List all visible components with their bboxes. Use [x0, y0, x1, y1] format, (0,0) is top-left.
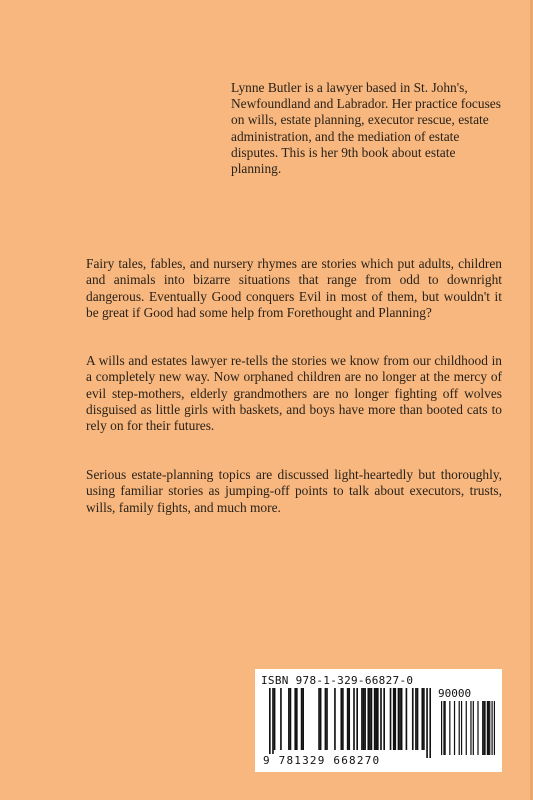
barcode-bar [380, 688, 382, 750]
barcode-bar [441, 701, 442, 755]
barcode-addon-bars [441, 701, 495, 763]
barcode-bar [280, 688, 282, 750]
barcode-bar [290, 688, 292, 750]
barcode-bar [334, 688, 336, 750]
barcode-bar [399, 688, 401, 750]
barcode-bar [406, 688, 408, 750]
barcode-bar [421, 688, 423, 750]
barcode-bar [269, 688, 271, 758]
barcode-bar [454, 701, 455, 755]
blurb-paragraph-3: Serious estate-planning topics are discussed light-heartedly but thoroughly, using familiar stories as jumping-off points to talk about executors, trusts, wills, family fights, and much more. [86, 467, 502, 515]
barcode-bar [302, 688, 304, 750]
barcode-bar [377, 688, 379, 750]
barcode-bar [412, 688, 414, 750]
barcode-bar [367, 688, 369, 750]
author-bio: Lynne Butler is a lawyer based in St. John's, Newfoundland and Labrador. Her practice focuses on wills, estate planning, executor rescue, estate administration, and the mediation of estate disputes. This is her 9th book about estate planning. [231, 80, 501, 177]
barcode-bar [470, 701, 471, 755]
barcode-bar [361, 688, 363, 750]
barcode-bar [390, 688, 392, 750]
barcode-bar [342, 688, 344, 750]
barcode-bar [415, 688, 417, 750]
barcode-bar [294, 688, 296, 750]
barcode-bar [364, 688, 366, 750]
barcode-bar [353, 688, 355, 750]
barcode-bar [426, 688, 428, 758]
barcode-digits: 9 781329 668270 [263, 754, 381, 767]
barcode-bar [296, 688, 298, 750]
barcode-bar [417, 688, 419, 750]
barcode-bar [394, 688, 396, 750]
barcode-bar [445, 701, 446, 755]
barcode-bar [488, 701, 489, 755]
barcode-bar [369, 688, 371, 750]
blurb-paragraph-2: A wills and estates lawyer re-tells the stories we know from our childhood in a completely new way. Now orphaned children are no longer at the mercy of evil step-mothers, elderly grandmothers are no longer fighting off wolves disguised as little girls with baskets, and boys have more than booted cats to rely on for their futures. [86, 353, 502, 434]
barcode-bar [326, 688, 328, 750]
barcode-bar [383, 688, 385, 750]
barcode-bar [401, 688, 403, 750]
barcode-main-bars [269, 688, 431, 758]
isbn-barcode [255, 669, 502, 772]
barcode-bar [272, 688, 274, 758]
barcode-bar [301, 688, 303, 750]
barcode-bar [466, 701, 467, 755]
barcode-bar [443, 701, 444, 755]
barcode-bar [398, 688, 400, 750]
barcode-bar [491, 701, 492, 755]
barcode-bar [494, 701, 495, 755]
barcode-bar [489, 701, 490, 755]
barcode-bar [318, 688, 320, 750]
barcode-bar [459, 701, 460, 755]
barcode-bar [348, 688, 350, 750]
barcode-bar [429, 688, 431, 758]
barcode-bar [356, 688, 358, 750]
barcode-bar [393, 688, 395, 750]
isbn-label: ISBN 978-1-329-66827-0 [261, 674, 414, 687]
barcode-bar [288, 688, 290, 750]
barcode-bar [487, 701, 488, 755]
barcode-bar [320, 688, 322, 750]
barcode-bar [483, 701, 484, 755]
barcode-bar [423, 688, 425, 750]
barcode-bar [473, 701, 474, 755]
barcode-bar [363, 688, 365, 750]
barcode-bar [449, 701, 450, 755]
barcode-bar [484, 701, 485, 755]
barcode-bar [347, 688, 349, 750]
barcode-bar [461, 701, 462, 755]
barcode-bar [371, 688, 373, 750]
barcode-bar [482, 701, 483, 755]
price-addon-number: 90000 [438, 687, 472, 700]
barcode-bar [340, 688, 342, 750]
blurb-paragraph-1: Fairy tales, fables, and nursery rhymes are stories which put adults, children and animals into bizarre situations that range from odd to downright dangerous. Eventually Good conquers Evil in most of them, but wouldn't it be great if Good had some help from Forethought and Planning? [86, 256, 502, 320]
barcode-bar [325, 688, 327, 750]
barcode-bar [375, 688, 377, 750]
barcode-bar [477, 701, 478, 755]
barcode-bar [274, 688, 276, 750]
barcode-bar [374, 688, 376, 750]
